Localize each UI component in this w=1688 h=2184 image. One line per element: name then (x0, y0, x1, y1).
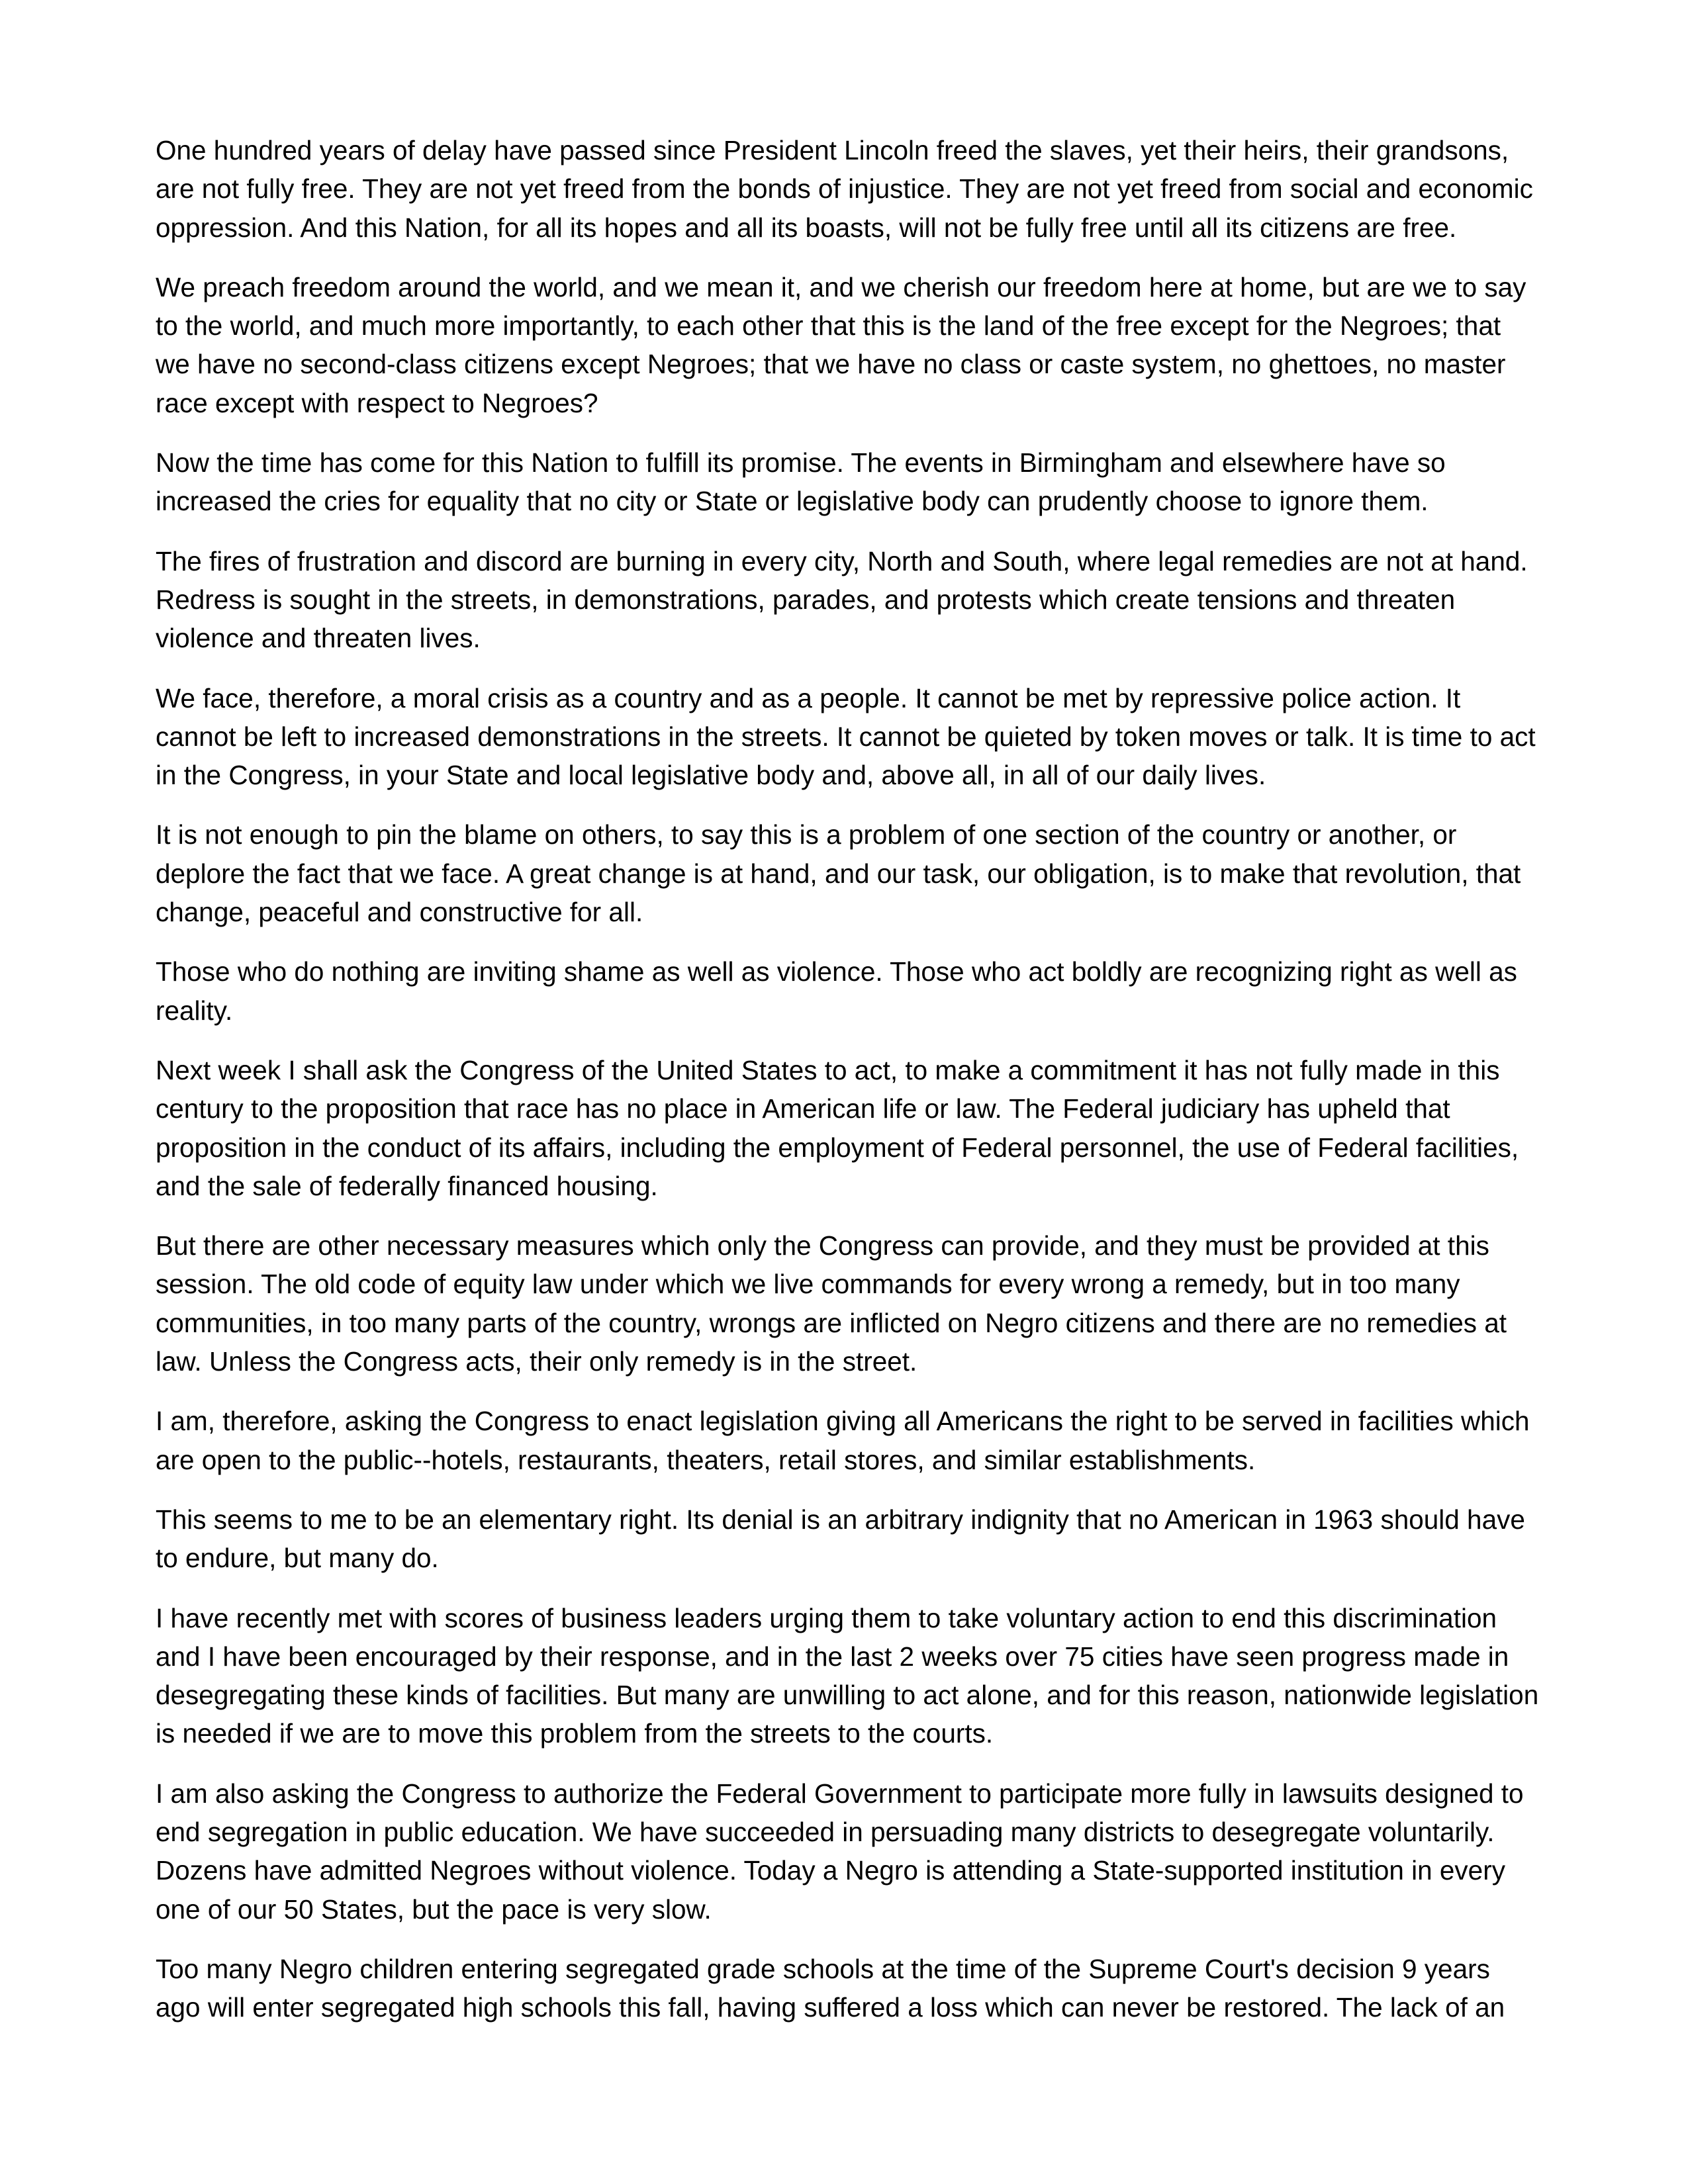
paragraph-9: But there are other necessary measures which only the Congress can provide, and they must be provided at this session. The old code of equity law under which we live commands for every wrong a remedy, but in too many communities, in too many parts of the country, wrongs are inflicted on Negro citizens and there are no remedies at law. Unless the Congress acts, their only remedy is in the street. (156, 1230, 1507, 1377)
paragraph-12: I have recently met with scores of business leaders urging them to take voluntary action to end this discrimination and I have been encouraged by their response, and in the last 2 weeks over 75 cities have seen progress made in desegregating these kinds of facilities. But many are unwilling to act alone, and for this reason, nationwide legislation is needed if we are to move this problem from the streets to the courts. (156, 1602, 1539, 1749)
paragraph-5: We face, therefore, a moral crisis as a country and as a people. It cannot be met by repressive police action. It cannot be left to increased demonstrations in the streets. It cannot be quieted by token moves or talk. It is time to act in the Congress, in your State and local legislative body and, above all, in all of our daily lives. (156, 682, 1536, 791)
paragraph-2: We preach freedom around the world, and we mean it, and we cherish our freedom here at home, but are we to say to the world, and much more importantly, to each other that this is the land of the free except for the Negroes; that we have no second-class citizens except Negroes; that we have no class or caste system, no ghettoes, no master race except with respect to Negroes? (156, 271, 1526, 418)
paragraph-3: Now the time has come for this Nation to fulfill its promise. The events in Birmingham and elsewhere have so increased the cries for equality that no city or State or legislative body can prudently choose to ignore them. (156, 447, 1446, 517)
paragraph-4: The fires of frustration and discord are burning in every city, North and South, where legal remedies are not at hand. Redress is sought in the streets, in demonstrations, parades, and protests which create tensions and threaten violence and threaten lives. (156, 545, 1528, 654)
paragraph-13: I am also asking the Congress to authorize the Federal Government to participate more fully in lawsuits designed to end segregation in public education. We have succeeded in persuading many districts to desegregate voluntarily. Dozens have admitted Negroes without violence. Today a Negro is attending a State-supported institution in every one of our 50 States, but the pace is very slow. (156, 1778, 1524, 1925)
paragraph-7: Those who do nothing are inviting shame as well as violence. Those who act boldly are recognizing right as well as reality. (156, 956, 1517, 1026)
paragraph-6: It is not enough to pin the blame on others, to say this is a problem of one section of the country or another, or deplore the fact that we face. A great change is at hand, and our task, our obligation, is to make that revolution, that change, peaceful and constructive for all. (156, 819, 1521, 928)
paragraph-10: I am, therefore, asking the Congress to enact legislation giving all Americans the right to be served in facilities which are open to the public--hotels, restaurants, theaters, retail stores, and similar establishments. (156, 1406, 1530, 1475)
paragraph-1: One hundred years of delay have passed since President Lincoln freed the slaves, yet their heirs, their grandsons, are not fully free. They are not yet freed from the bonds of injustice. They are not yet freed from social and economic oppression. And this Nation, for all its hopes and all its boasts, will not be fully free until all its citizens are free. (156, 135, 1533, 243)
paragraph-14: Too many Negro children entering segregated grade schools at the time of the Supreme Court's decision 9 years ago will enter segregated high schools this fall, having suffered a loss which can never be restored. The lack of an (156, 1953, 1505, 2023)
document-body (156, 131, 1540, 2048)
paragraph-11: This seems to me to be an elementary right. Its denial is an arbitrary indignity that no American in 1963 should have to endure, but many do. (156, 1504, 1525, 1574)
paragraph-8: Next week I shall ask the Congress of the United States to act, to make a commitment it has not fully made in this century to the proposition that race has no place in American life or law. The Federal judiciary has upheld that proposition in the conduct of its affairs, including the employment of Federal personnel, the use of Federal facilities, and the sale of federally financed housing. (156, 1054, 1519, 1201)
